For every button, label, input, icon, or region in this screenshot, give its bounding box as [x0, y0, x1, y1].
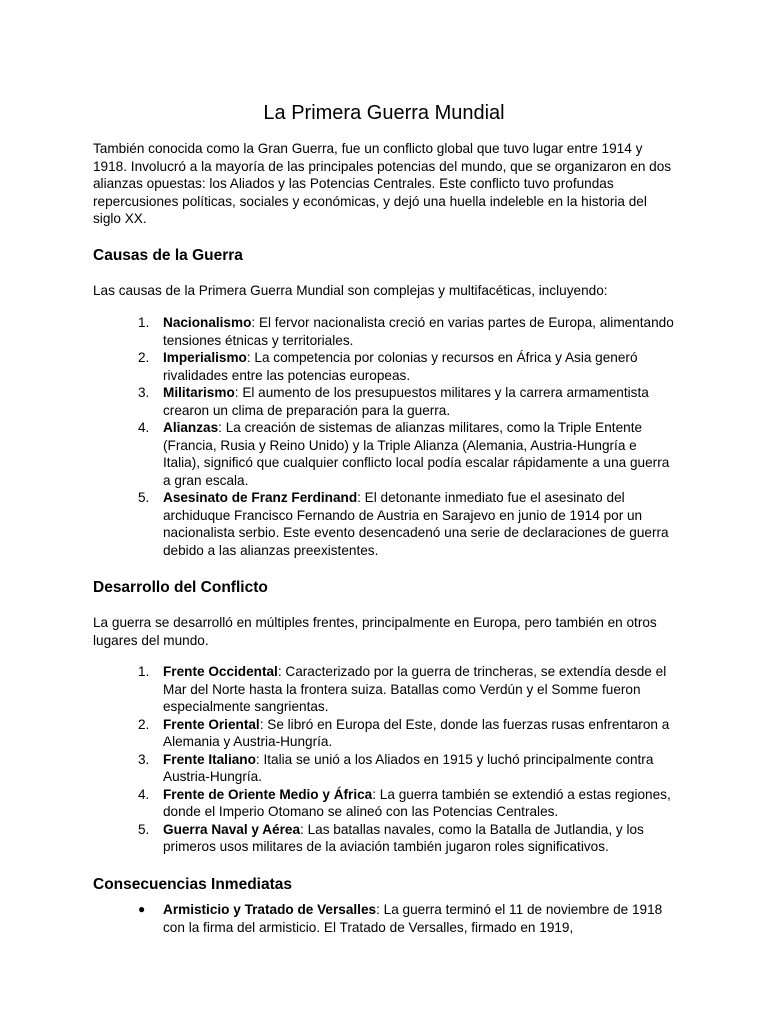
- list-item: [93, 489, 675, 559]
- consequences-heading: Consecuencias Inmediatas: [93, 876, 292, 893]
- list-item-text: : El detonante inmediato fue el asesinato del archiduque Francisco Fernando de Austria en Sarajevo en junio de 1914 por un nacionalista serbio. Este evento desencadenó una serie de declaraciones de guerra debido a las alianzas preexistentes.: [163, 490, 669, 558]
- list-item-term: Frente Oriental: [163, 716, 260, 732]
- list-number: 4.: [138, 420, 150, 435]
- list-item-term: Frente Occidental: [163, 664, 278, 679]
- list-item-text: : La guerra terminó el 11 de noviembre de 1918 con la firma del armisticio. El Tratado de Versalles, firmado en 1919,: [163, 902, 663, 935]
- list-number: 2.: [138, 716, 150, 732]
- list-item-text: : Se libró en Europa del Este, donde las fuerzas rusas enfrentaron a Alemania y Austria-Hungría.: [163, 716, 670, 749]
- list-number: 3.: [138, 385, 150, 400]
- list-number: 3.: [138, 751, 150, 767]
- list-item-term: Alianzas: [163, 420, 219, 435]
- list-number: 4.: [138, 786, 150, 802]
- bullet-icon: ●: [138, 902, 146, 916]
- list-item-text: : Las batallas navales, como la Batalla de Jutlandia, y los primeros usos militares de la aviación también jugaron roles significativos.: [163, 821, 644, 854]
- list-item: [93, 716, 675, 751]
- list-number: 2.: [138, 350, 150, 365]
- list-number: 5.: [138, 821, 150, 837]
- list-item-term: Asesinato de Franz Ferdinand: [163, 490, 358, 505]
- list-item: [93, 663, 675, 716]
- development-intro: La guerra se desarrolló en múltiples frentes, principalmente en Europa, pero también en otros lugares del mundo.: [93, 615, 657, 648]
- list-item: [93, 419, 675, 489]
- list-item-term: Nacionalismo: [163, 315, 252, 330]
- causes-intro: Las causas de la Primera Guerra Mundial son complejas y multifacéticas, incluyendo:: [93, 283, 608, 298]
- list-item-term: Guerra Naval y Aérea: [163, 821, 301, 837]
- list-item-text: : La competencia por colonias y recursos en África y Asia generó rivalidades entre las potencias europeas.: [163, 350, 638, 383]
- list-number: 1.: [138, 664, 150, 679]
- list-item: [93, 901, 675, 936]
- list-item-text: : Caracterizado por la guerra de trincheras, se extendía desde el Mar del Norte hasta la frontera suiza. Batallas como Verdún y el Somme fueron especialmente sangrientas.: [163, 664, 667, 714]
- intro-paragraph: También conocida como la Gran Guerra, fue un conflicto global que tuvo lugar entre 1914 y 1918. Involucró a la mayoría de las principales potencias del mundo, que se organizaron en dos alianzas opuestas: los Aliados y las Potencias Centrales. Este conflicto tuvo profundas repercusiones políticas, sociales y económicas, y dejó una huella indeleble en la historia del siglo XX.: [93, 141, 672, 226]
- list-item-text: : El fervor nacionalista creció en varias partes de Europa, alimentando tensiones étnicas y territoriales.: [163, 315, 674, 348]
- list-item-term: Frente de Oriente Medio y África: [163, 786, 373, 802]
- list-item-text: : La creación de sistemas de alianzas militares, como la Triple Entente (Francia, Rusia y Reino Unido) y la Triple Alianza (Alemania, Austria-Hungría e Italia), significó que cualquier conflicto local podía escalar rápidamente a una guerra a gran escala.: [163, 420, 670, 488]
- list-item-text: : La guerra también se extendió a estas regiones, donde el Imperio Otomano se alineó con las Potencias Centrales.: [163, 786, 671, 819]
- causes-heading: Causas de la Guerra: [93, 247, 243, 264]
- list-item-term: Imperialismo: [163, 350, 247, 365]
- list-item: [93, 821, 675, 856]
- list-item-text: : Italia se unió a los Aliados en 1915 y luchó principalmente contra Austria-Hungría.: [163, 751, 654, 784]
- list-item-text: : El aumento de los presupuestos militares y la carrera armamentista crearon un clima de preparación para la guerra.: [163, 385, 649, 418]
- page-title: La Primera Guerra Mundial: [263, 102, 505, 124]
- list-item: [93, 384, 675, 419]
- list-item-term: Armisticio y Tratado de Versalles: [163, 902, 377, 917]
- development-heading: Desarrollo del Conflicto: [93, 579, 268, 596]
- list-number: 1.: [138, 315, 150, 330]
- list-item: [93, 786, 675, 821]
- list-item: [93, 751, 675, 786]
- list-number: 5.: [138, 490, 150, 505]
- list-item-term: Frente Italiano: [163, 751, 256, 767]
- list-item-term: Militarismo: [163, 385, 235, 400]
- list-item: [93, 314, 675, 349]
- causes-list: [93, 314, 675, 559]
- consequences-list: [93, 901, 675, 936]
- development-list: [93, 663, 675, 856]
- list-item: [93, 349, 675, 384]
